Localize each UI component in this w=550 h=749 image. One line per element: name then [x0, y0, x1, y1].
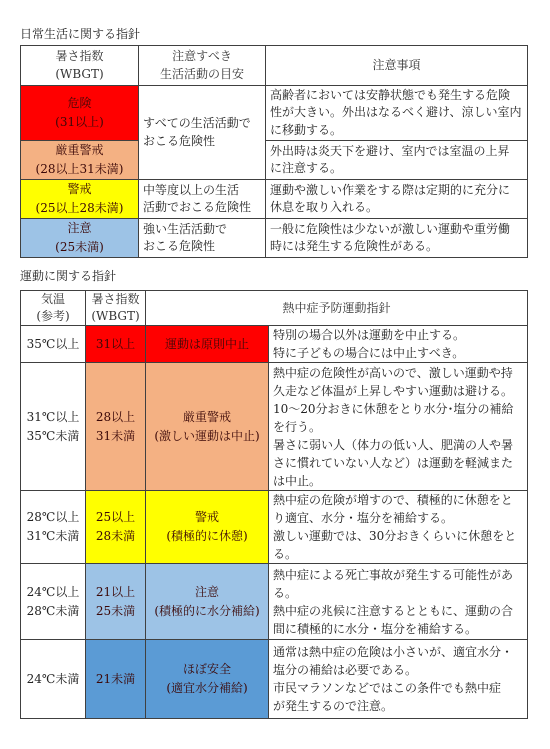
notes-cell	[266, 86, 528, 141]
wbgt-cell	[86, 326, 146, 363]
temperature-cell	[21, 564, 86, 640]
wbgt-line: 25以上	[95, 510, 136, 524]
activity-line: 強い生活活動で	[143, 221, 228, 236]
level-range: (31以上)	[55, 115, 104, 129]
notes-line: 休息を取り入れる。	[270, 200, 379, 214]
table-row	[21, 326, 528, 363]
notes-line: 時には発生する危険性がある。	[270, 239, 439, 253]
header-row	[21, 291, 528, 326]
header-temperature-line: (参考)	[36, 309, 70, 323]
level-cell-danger	[21, 86, 139, 141]
activity-line: 活動でおこる危険性	[143, 200, 252, 214]
temperature-line: 35℃以上	[26, 336, 80, 351]
table-row	[21, 219, 528, 258]
exercise-guideline-table	[20, 290, 528, 719]
wbgt-line: 31以上	[95, 336, 136, 351]
temperature-cell	[21, 326, 86, 363]
temperature-line: 28℃以上	[26, 510, 80, 524]
notes-line: が発生するので注意。	[273, 699, 394, 713]
level-cell-severe-warning	[21, 141, 139, 180]
temperature-cell	[21, 363, 86, 491]
notes-cell	[269, 564, 528, 640]
temperature-cell	[21, 640, 86, 719]
notes-line: 外出時は炎天下を避け、室内では室温の上昇	[270, 143, 510, 158]
guideline-sub: (激しい運動は中止)	[154, 428, 260, 443]
daily-guideline-title: 日常生活に関する指針	[20, 27, 141, 41]
table-row	[21, 141, 528, 180]
wbgt-line: 28未満	[95, 529, 136, 543]
guideline-level: 運動は原則中止	[164, 336, 249, 351]
notes-line: り適宜、水分・塩分を補給する。	[273, 511, 454, 525]
wbgt-line: 31未満	[95, 428, 136, 443]
header-guideline	[146, 291, 528, 326]
header-activity	[139, 46, 266, 86]
header-wbgt	[21, 46, 139, 86]
notes-line: に移動する。	[270, 122, 343, 137]
temperature-line: 31℃未満	[26, 529, 80, 543]
activity-cell	[139, 219, 266, 258]
header-wbgt-line: 暑さ指数	[91, 292, 140, 306]
activity-line: おこる危険性	[143, 133, 216, 148]
activity-line: 中等度以上の生活	[143, 182, 240, 197]
notes-line: 一般に危険性は少ないが激しい運動や重労働	[270, 221, 511, 236]
notes-line: 暑さに弱い人（体力の低い人、肥満の人や暑	[273, 437, 514, 452]
notes-line: 運動や激しい作業をする際は定期的に充分に	[270, 182, 511, 197]
header-notes	[266, 46, 528, 86]
table-row	[21, 491, 528, 564]
exercise-guideline-title: 運動に関する指針	[20, 269, 117, 283]
guideline-cell	[146, 564, 269, 640]
notes-line: 激しい運動では、30分おきくらいに休憩をと	[273, 529, 517, 543]
header-wbgt-line: (WBGT)	[55, 66, 104, 81]
notes-line: 特に子どもの場合には中止すべき。	[273, 346, 465, 360]
level-label: 危険	[67, 96, 92, 110]
guideline-level: 厳重警戒	[182, 409, 231, 424]
level-label: 注意	[67, 221, 92, 235]
activity-cell	[139, 86, 266, 180]
temperature-line: 24℃以上	[26, 584, 80, 599]
notes-line: 10～20分おきに休憩をとり水分･塩分の補給	[273, 401, 514, 416]
notes-line: を行う。	[273, 419, 322, 434]
header-row	[21, 46, 528, 86]
level-cell-caution	[21, 219, 139, 258]
notes-cell	[269, 491, 528, 564]
wbgt-line: 28以上	[95, 409, 136, 424]
header-temperature-line: 気温	[40, 292, 65, 306]
notes-line: 通常は熱中症の危険は小さいが、適宜水分・	[273, 645, 514, 659]
notes-cell	[266, 141, 528, 180]
temperature-line: 24℃未満	[26, 671, 80, 686]
guideline-cell	[146, 363, 269, 491]
temperature-line: 35℃未満	[26, 428, 80, 443]
table-row	[21, 86, 528, 141]
level-range: (28以上31未満)	[35, 162, 124, 176]
notes-line: る。	[273, 547, 298, 561]
wbgt-line: 21以上	[95, 584, 136, 599]
guideline-cell	[146, 640, 269, 719]
temperature-cell	[21, 491, 86, 564]
header-wbgt	[86, 291, 146, 326]
notes-line: 熱中症の危険性が高いので、激しい運動や持	[273, 365, 513, 380]
header-temperature	[21, 291, 86, 326]
guideline-cell	[146, 491, 269, 564]
guideline-sub: (積極的に水分補給)	[154, 603, 260, 618]
header-wbgt-line: (WBGT)	[91, 309, 140, 323]
guideline-sub: (積極的に休憩)	[166, 529, 248, 543]
table-row	[21, 640, 528, 719]
temperature-line: 31℃以上	[26, 409, 80, 424]
notes-cell	[269, 326, 528, 363]
notes-line: 高齢者においては安静状態でも発生する危険	[270, 87, 511, 102]
guideline-sub: (適宜水分補給)	[166, 681, 248, 695]
wbgt-cell	[86, 640, 146, 719]
notes-line: は中止。	[273, 473, 322, 488]
daily-life-guideline-table	[20, 45, 528, 258]
notes-cell	[266, 180, 528, 219]
level-label: 厳重警戒	[55, 143, 104, 157]
activity-cell	[139, 180, 266, 219]
wbgt-cell	[86, 564, 146, 640]
notes-line: る。	[273, 585, 298, 600]
header-guideline-line: 熱中症予防運動指針	[282, 300, 391, 315]
temperature-line: 28℃未満	[26, 603, 80, 618]
notes-line: 性が大きい。外出はなるべく避け、涼しい室内	[270, 105, 522, 120]
table-row	[21, 564, 528, 640]
notes-line: に注意する。	[270, 161, 343, 175]
level-label: 警戒	[67, 182, 92, 196]
header-wbgt-line: 暑さ指数	[55, 49, 104, 63]
guideline-level: ほぼ安全	[182, 662, 231, 676]
wbgt-cell	[86, 491, 146, 564]
guideline-cell	[146, 326, 269, 363]
level-range: (25以上28未満)	[35, 201, 124, 215]
notes-line: 熱中症の危険が増すので、積極的に休憩をと	[273, 493, 513, 507]
notes-line: 熱中症の兆候に注意するとともに、運動の合	[273, 603, 514, 618]
level-cell-warning	[21, 180, 139, 219]
notes-line: 塩分の補給は必要である。	[273, 663, 418, 677]
guideline-level: 注意	[194, 584, 219, 599]
notes-cell	[266, 219, 528, 258]
wbgt-cell	[86, 363, 146, 491]
table-row	[21, 180, 528, 219]
notes-line: 特別の場合以外は運動を中止する。	[273, 328, 466, 342]
wbgt-line: 21未満	[95, 671, 136, 686]
header-activity-line: 生活活動の目安	[159, 66, 244, 81]
notes-line: 市民マラソンなどではこの条件でも熱中症	[273, 681, 502, 695]
activity-line: すべての生活活動で	[143, 116, 251, 130]
header-activity-line: 注意すべき	[172, 49, 232, 63]
guideline-level: 警戒	[194, 510, 219, 524]
notes-line: 熱中症による死亡事故が発生する可能性があ	[273, 567, 514, 582]
notes-cell	[269, 640, 528, 719]
wbgt-line: 25未満	[95, 603, 136, 618]
notes-cell	[269, 363, 528, 491]
level-range: (25未満)	[55, 240, 104, 254]
table-row	[21, 363, 528, 491]
notes-line: 間に積極的に水分・塩分を補給する。	[273, 621, 478, 636]
activity-line: おこる危険性	[143, 239, 216, 253]
header-notes-line: 注意事項	[372, 57, 421, 72]
notes-line: さに慣れていない人など）は運動を軽減また	[273, 455, 514, 470]
notes-line: 久走など体温が上昇しやすい運動は避ける。	[273, 383, 514, 398]
